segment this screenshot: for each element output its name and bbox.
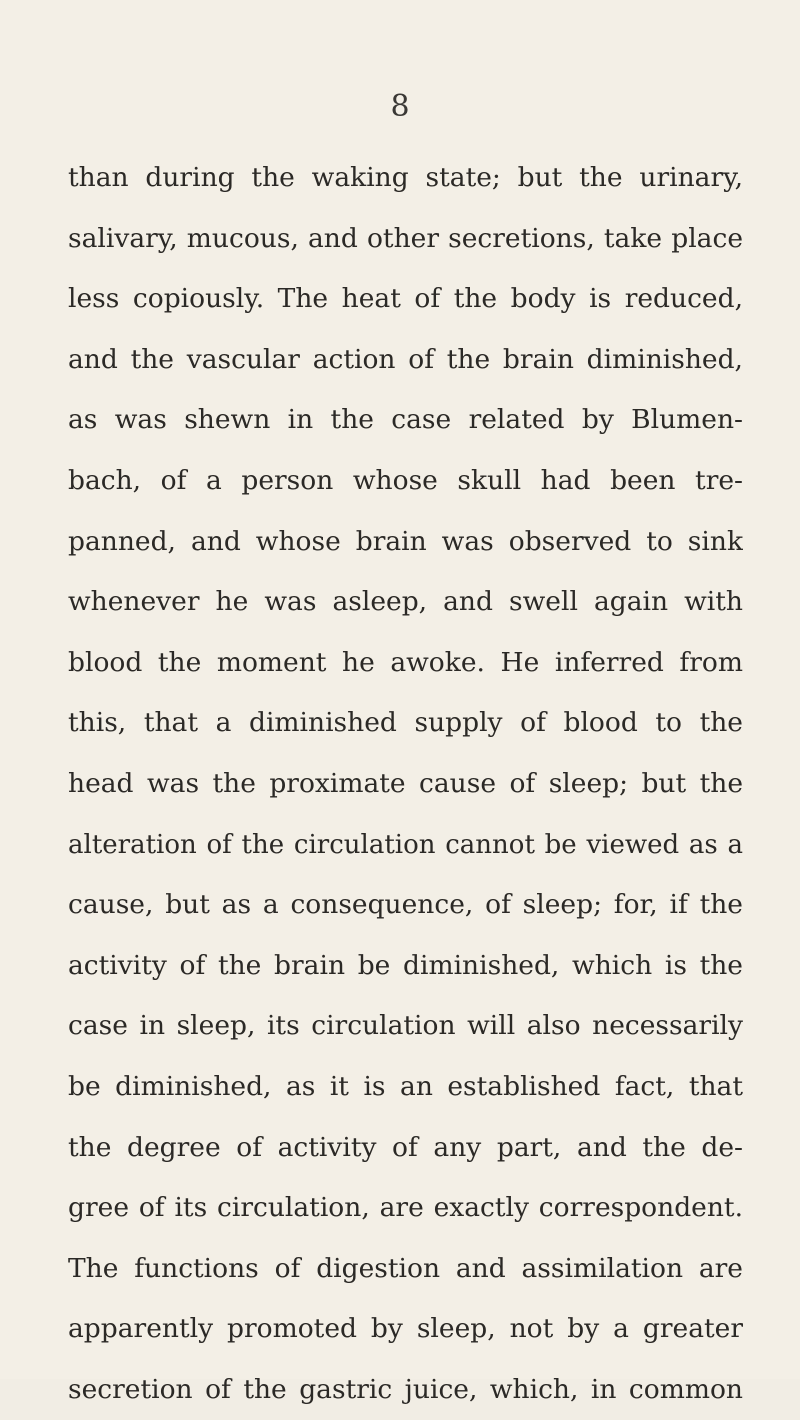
text-line: gree of its circulation, are exactly correspondent. [68, 1192, 743, 1224]
text-line: activity of the brain be diminished, which is the [68, 949, 743, 981]
text-line: and the vascular action of the brain diminished, [68, 343, 743, 375]
text-line: salivary, mucous, and other secretions, take place [68, 222, 743, 254]
text-line: be diminished, as it is an established fact, that [68, 1070, 743, 1102]
text-line: apparently promoted by sleep, not by a greater [68, 1313, 743, 1345]
body-text [68, 148, 743, 1420]
text-line: case in sleep, its circulation will also necessarily [68, 1010, 743, 1042]
page-number: 8 [390, 89, 410, 124]
text-line: panned, and whose brain was observed to sink [68, 525, 743, 557]
text-line: as was shewn in the case related by Blumen- [68, 404, 743, 436]
text-line: head was the proximate cause of sleep; but the [68, 767, 743, 799]
text-line: less copiously. The heat of the body is reduced, [68, 283, 743, 315]
text-line: secretion of the gastric juice, which, in common [68, 1373, 743, 1405]
text-line: this, that a diminished supply of blood to the [68, 707, 743, 739]
text-line: blood the moment he awoke. He inferred from [68, 646, 743, 678]
text-line: bach, of a person whose skull had been tre- [68, 464, 743, 496]
text-line: The functions of digestion and assimilation are [68, 1252, 743, 1284]
text-line: the degree of activity of any part, and the de- [68, 1131, 743, 1163]
text-line: whenever he was asleep, and swell again with [68, 586, 743, 618]
text-line: than during the waking state; but the urinary, [68, 162, 743, 193]
text-line: cause, but as a consequence, of sleep; for, if the [68, 889, 743, 921]
text-line: alteration of the circulation cannot be viewed as a [68, 829, 743, 860]
